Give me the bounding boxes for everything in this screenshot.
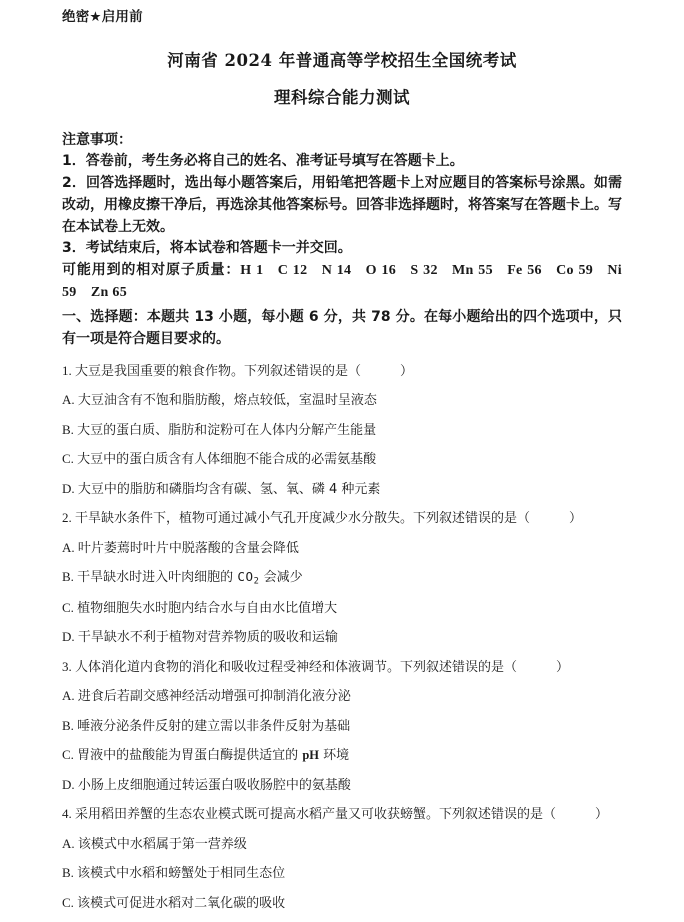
- atomic-mass-values: H 1 C 12 N 14 O 16 S 32 Mn 55 Fe 56 Co 59 Ni 59 Zn 65: [62, 262, 622, 300]
- option-label: D.: [62, 776, 78, 792]
- page-title: 河南省 2024 年普通高等学校招生全国统考试: [167, 50, 517, 70]
- question-option[interactable]: [62, 893, 622, 914]
- atomic-mass-label: 可能用到的相对原子质量：: [62, 261, 241, 278]
- question-option[interactable]: [62, 627, 622, 648]
- question-option[interactable]: [62, 420, 622, 441]
- question-option[interactable]: [62, 716, 622, 737]
- option-text: 进食后若副交感神经活动增强可抑制消化液分泌: [77, 689, 351, 705]
- question-number: 2.: [62, 510, 75, 526]
- question-text: 大豆是我国重要的粮食作物。下列叙述错误的是（ ）: [75, 363, 414, 379]
- page-subtitle: 理科综合能力测试: [274, 88, 410, 108]
- note-item-2: 2．回答选择题时，选出每小题答案后，用铅笔把答题卡上对应题目的答案标号涂黑。如需改动，用橡皮擦干净后，再选涂其他答案标号。回答非选择题时，将答案写在答题卡上。写在本试卷上无效。: [62, 175, 622, 235]
- option-label: C.: [62, 747, 78, 763]
- question-text: 干旱缺水条件下，植物可通过减小气孔开度减少水分散失。下列叙述错误的是（ ）: [75, 511, 583, 527]
- option-label: C.: [62, 894, 78, 910]
- option-label: A.: [62, 688, 78, 704]
- question-option[interactable]: [62, 686, 622, 707]
- option-label: B.: [62, 569, 78, 585]
- question-option[interactable]: [62, 390, 622, 411]
- question-block: [62, 804, 622, 913]
- question-text: 采用稻田养蟹的生态农业模式既可提高水稻产量又可收获螃蟹。下列叙述错误的是（ ）: [75, 807, 609, 823]
- question-block: [62, 508, 622, 648]
- chemical-formula: $CO_2$: [237, 569, 260, 587]
- option-text: 该模式中水稻属于第一营养级: [77, 836, 247, 852]
- page-content: [62, 0, 622, 922]
- question-option[interactable]: [62, 598, 622, 619]
- option-label: A.: [62, 392, 78, 408]
- question-number: 4.: [62, 806, 75, 822]
- option-text: 大豆的蛋白质、脂肪和淀粉可在人体内分解产生能量: [77, 422, 377, 438]
- question-text: 人体消化道内食物的消化和吸收过程受神经和体液调节。下列叙述错误的是（ ）: [75, 659, 570, 675]
- question-option[interactable]: [62, 567, 622, 589]
- notes-heading: 注意事项：: [62, 131, 132, 148]
- option-text: 干旱缺水不利于植物对营养物质的吸收和运输: [77, 630, 338, 646]
- option-text: 干旱缺水时进入叶肉细胞的 $CO_2$ 会减少: [77, 569, 303, 587]
- question-stem: [62, 361, 622, 382]
- question-option[interactable]: [62, 479, 622, 500]
- question-stem: [62, 804, 622, 825]
- atomic-mass-line: [62, 260, 622, 303]
- question-option[interactable]: [62, 863, 622, 884]
- option-label: B.: [62, 421, 78, 437]
- question-block: [62, 361, 622, 500]
- option-label: B.: [62, 865, 78, 881]
- option-text: 该模式可促进水稻对二氧化碳的吸收: [77, 895, 286, 911]
- notes-section: [62, 130, 622, 304]
- option-text: 小肠上皮细胞通过转运蛋白吸收肠腔中的氨基酸: [77, 777, 351, 793]
- option-text: 叶片萎蔫时叶片中脱落酸的含量会降低: [77, 540, 299, 556]
- option-label: A.: [62, 539, 78, 555]
- question-stem: [62, 657, 622, 678]
- question-option[interactable]: [62, 538, 622, 559]
- question-option[interactable]: [62, 775, 622, 796]
- note-item-3: 3．考试结束后，将本试卷和答题卡一并交回。: [62, 240, 352, 257]
- ph-symbol: pH: [302, 748, 319, 763]
- question-option[interactable]: [62, 745, 622, 766]
- question-stem: [62, 508, 622, 529]
- question-number: 1.: [62, 362, 75, 378]
- option-text: 大豆中的蛋白质含有人体细胞不能合成的必需氨基酸: [77, 452, 377, 468]
- option-text: 大豆中的脂肪和磷脂均含有碳、氢、氧、磷 4 种元素: [77, 481, 381, 497]
- question-option[interactable]: [62, 834, 622, 855]
- question-block: [62, 657, 622, 796]
- secrecy-banner: 绝密★启用前: [62, 9, 143, 25]
- option-text: 胃液中的盐酸能为胃蛋白酶提供适宜的 pH 环境: [77, 748, 350, 764]
- option-label: C.: [62, 451, 78, 467]
- option-text: 大豆油含有不饱和脂肪酸，熔点较低，室温时呈液态: [77, 393, 377, 409]
- option-text: 该模式中水稻和螃蟹处于相同生态位: [77, 866, 286, 882]
- option-label: A.: [62, 835, 78, 851]
- question-number: 3.: [62, 658, 75, 674]
- option-text: 唾液分泌条件反射的建立需以非条件反射为基础: [77, 718, 351, 734]
- option-label: D.: [62, 480, 78, 496]
- questions-list: [62, 361, 622, 914]
- note-item-1: 1．答卷前，考生务必将自己的姓名、准考证号填写在答题卡上。: [62, 153, 464, 170]
- option-label: B.: [62, 717, 78, 733]
- option-label: C.: [62, 599, 78, 615]
- option-text: 植物细胞失水时胞内结合水与自由水比值增大: [77, 600, 338, 616]
- option-label: D.: [62, 629, 78, 645]
- section-heading: 一、选择题：本题共 13 小题，每小题 6 分，共 78 分。在每小题给出的四个选项中，只有一项是符合题目要求的。: [62, 309, 622, 347]
- question-option[interactable]: [62, 449, 622, 470]
